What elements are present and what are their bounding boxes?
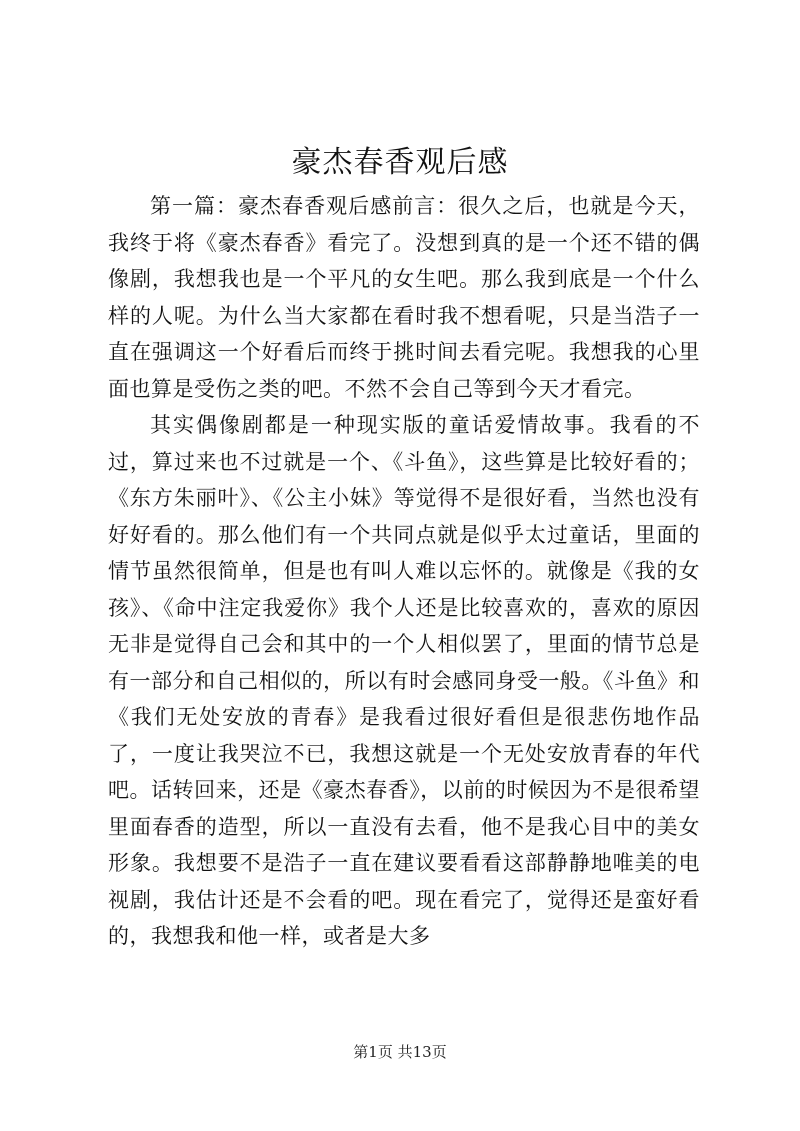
- page-number-footer: 第1页 共13页: [353, 1043, 447, 1061]
- document-body: [108, 188, 700, 955]
- paragraph-2: 其实偶像剧都是一种现实版的童话爱情故事。我看的不过，算过来也不过就是一个、《斗鱼》，这些算是比较好看的；《东方朱丽叶》、《公主小妹》等觉得不是很好看，当然也没有好好看的。那么他们有一个共同点就是似乎太过童话，里面的情节虽然很简单，但是也有叫人难以忘怀的。就像是《我的女孩》、《命中注定我爱你》我个人还是比较喜欢的，喜欢的原因无非是觉得自己会和其中的一个人相似罢了，里面的情节总是有一部分和自己相似的，所以有时会感同身受一般。《斗鱼》和《我们无处安放的青春》是我看过很好看但是很悲伤地作品了，一度让我哭泣不已，我想这就是一个无处安放青春的年代吧。话转回来，还是《豪杰春香》，以前的时候因为不是很希望里面春香的造型，所以一直没有去看，他不是我心目中的美女形象。我想要不是浩子一直在建议要看看这部静静地唯美的电视剧，我估计还是不会看的吧。现在看完了，觉得还是蛮好看的，我想我和他一样，或者是大多: [108, 413, 700, 948]
- paragraph-1: 第一篇：豪杰春香观后感前言：很久之后，也就是今天，我终于将《豪杰春香》看完了。没想到真的是一个还不错的偶像剧，我想我也是一个平凡的女生吧。那么我到底是一个什么样的人呢。为什么当大家都在看时我不想看呢，只是当浩子一直在强调这一个好看后而终于挑时间去看完呢。我想我的心里面也算是受伤之类的吧。不然不会自己等到今天才看完。: [108, 194, 700, 401]
- document-title: 豪杰春香观后感: [291, 145, 509, 180]
